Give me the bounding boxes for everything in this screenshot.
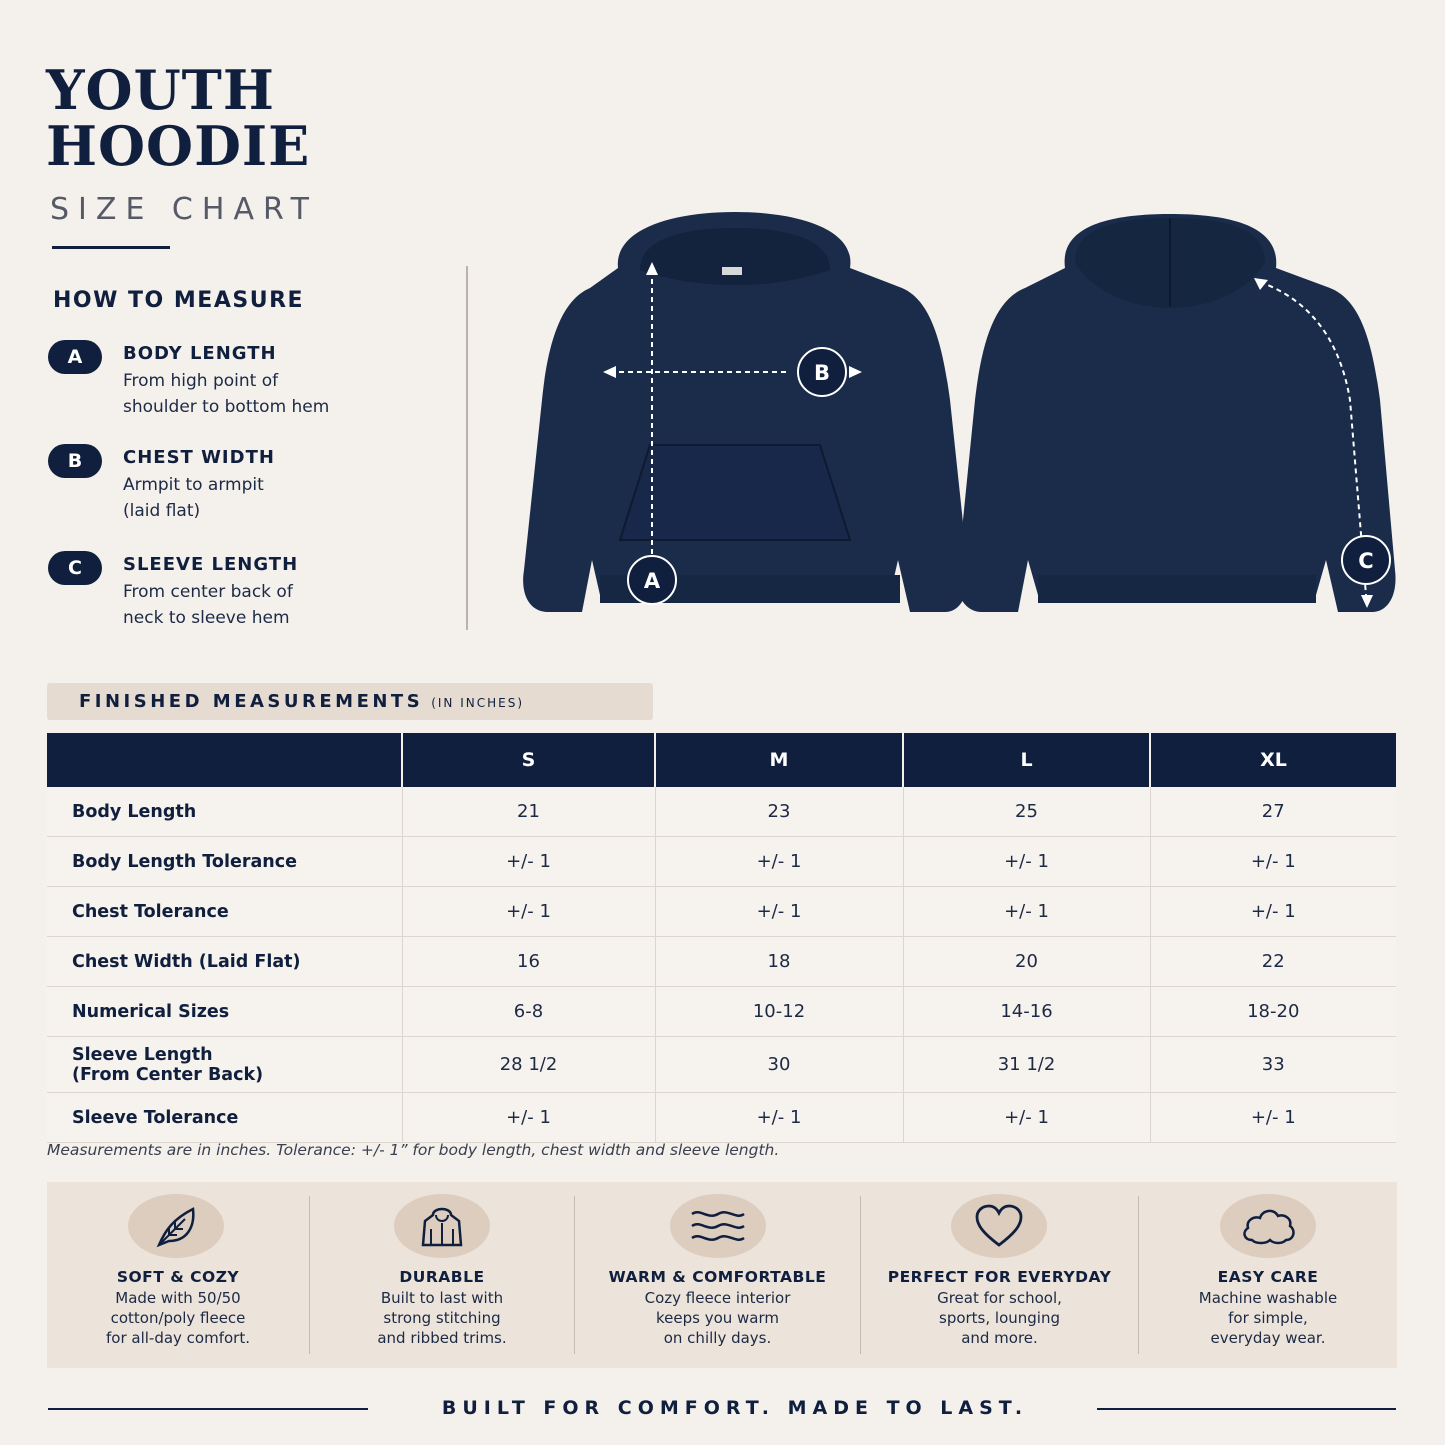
table-cell: 20 [903, 937, 1150, 987]
label-c: C [1358, 549, 1374, 573]
title-line-1: YOUTH [46, 58, 275, 122]
measure-description: From center back of neck to sleeve hem [123, 582, 293, 628]
feature-title: DURABLE [399, 1268, 485, 1286]
column-header [47, 733, 402, 787]
unit-label: (IN INCHES) [431, 696, 524, 710]
hoodie-back-illustration [957, 214, 1395, 612]
table-row [47, 937, 1396, 987]
letter-badge: C [48, 551, 102, 585]
table-cell: 6-8 [402, 987, 655, 1037]
table-cell: +/- 1 [402, 837, 655, 887]
table-cell: 14-16 [903, 987, 1150, 1037]
finished-measurements-title [79, 691, 524, 712]
feature-warm-comfortable [575, 1182, 860, 1368]
measure-description: Armpit to armpit (laid flat) [123, 475, 264, 521]
row-label: Numerical Sizes [47, 987, 402, 1037]
table-cell: 23 [655, 787, 903, 837]
table-cell: 31 1/2 [903, 1037, 1150, 1093]
feature-description: Great for school, sports, lounging and more. [937, 1289, 1062, 1347]
feature-title: PERFECT FOR EVERYDAY [887, 1268, 1112, 1286]
how-to-measure-heading: HOW TO MEASURE [53, 288, 305, 313]
finished-measurements-header [47, 683, 653, 720]
table-cell: +/- 1 [903, 1093, 1150, 1143]
features-panel [47, 1182, 1397, 1368]
measure-description: From high point of shoulder to bottom hem [123, 371, 330, 417]
table-cell: +/- 1 [903, 837, 1150, 887]
hoodie-front-illustration [523, 212, 968, 612]
feature-soft-cozy [47, 1182, 309, 1368]
feature-title: SOFT & COZY [116, 1268, 240, 1286]
table-row [47, 837, 1396, 887]
feature-description: Made with 50/50 cotton/poly fleece for all-day comfort. [105, 1289, 250, 1347]
table-cell: 18 [655, 937, 903, 987]
title-underline [52, 246, 170, 249]
row-label: Sleeve Tolerance [47, 1093, 402, 1143]
table-cell: +/- 1 [402, 1093, 655, 1143]
table-cell: +/- 1 [903, 887, 1150, 937]
table-cell: +/- 1 [1150, 837, 1396, 887]
table-cell: 25 [903, 787, 1150, 837]
heart-icon [951, 1194, 1047, 1258]
column-header-m: M [655, 733, 903, 787]
title-line-2: HOODIE [46, 114, 311, 178]
table-cell: +/- 1 [655, 1093, 903, 1143]
row-label: Body Length Tolerance [47, 837, 402, 887]
feature-description: Machine washable for simple, everyday wear. [1198, 1289, 1338, 1347]
feature-description: Cozy fleece interior keeps you warm on chilly days. [644, 1289, 791, 1347]
measure-title: SLEEVE LENGTH [123, 554, 299, 575]
feature-description: Built to last with strong stitching and ribbed trims. [377, 1289, 507, 1347]
table-row [47, 887, 1396, 937]
table-cell: 27 [1150, 787, 1396, 837]
feature-perfect-everyday [861, 1182, 1138, 1368]
table-cell: 18-20 [1150, 987, 1396, 1037]
row-label: Chest Tolerance [47, 887, 402, 937]
row-label: Chest Width (Laid Flat) [47, 937, 402, 987]
table-cell: +/- 1 [655, 887, 903, 937]
measure-title: BODY LENGTH [123, 343, 277, 364]
measure-title: CHEST WIDTH [123, 447, 275, 468]
feature-easy-care [1139, 1182, 1397, 1368]
footer-rule-left [48, 1408, 368, 1410]
hoodie-icon [394, 1194, 490, 1258]
table-cell: 16 [402, 937, 655, 987]
cloud-icon [1220, 1194, 1316, 1258]
table-cell: +/- 1 [655, 837, 903, 887]
row-label: Sleeve Length (From Center Back) [47, 1037, 402, 1093]
column-header-s: S [402, 733, 655, 787]
footer-tagline: BUILT FOR COMFORT. MADE TO LAST. [441, 1397, 1029, 1419]
row-label: Body Length [47, 787, 402, 837]
leaf-icon [128, 1194, 224, 1258]
feature-title: WARM & COMFORTABLE [608, 1268, 827, 1286]
letter-badge: B [48, 444, 102, 478]
table-cell: 33 [1150, 1037, 1396, 1093]
section-title: FINISHED MEASUREMENTS [79, 691, 424, 712]
table-cell: +/- 1 [1150, 887, 1396, 937]
footer-rule-right [1097, 1408, 1396, 1410]
table-cell: +/- 1 [1150, 1093, 1396, 1143]
letter-badge: A [48, 340, 102, 374]
size-table [47, 733, 1396, 1143]
label-a: A [643, 569, 661, 593]
table-row [47, 787, 1396, 837]
table-header-row [47, 733, 1396, 787]
table-row [47, 987, 1396, 1037]
label-b: B [813, 361, 831, 385]
table-cell: 21 [402, 787, 655, 837]
table-cell: 22 [1150, 937, 1396, 987]
feature-title: EASY CARE [1217, 1268, 1319, 1286]
table-cell: +/- 1 [402, 887, 655, 937]
section-divider [466, 266, 468, 630]
table-row [47, 1093, 1396, 1143]
table-row [47, 1037, 1396, 1093]
column-header-l: L [903, 733, 1150, 787]
hoodie-diagram [490, 200, 1410, 630]
table-cell: 28 1/2 [402, 1037, 655, 1093]
measurement-note: Measurements are in inches. Tolerance: +/- 1” for body length, chest width and sleeve length. [47, 1141, 780, 1159]
column-header-xl: XL [1150, 733, 1396, 787]
table-cell: 30 [655, 1037, 903, 1093]
feature-durable [310, 1182, 574, 1368]
waves-icon [670, 1194, 766, 1258]
page-subtitle: SIZE CHART [50, 192, 318, 227]
table-cell: 10-12 [655, 987, 903, 1037]
page-title [46, 58, 311, 178]
